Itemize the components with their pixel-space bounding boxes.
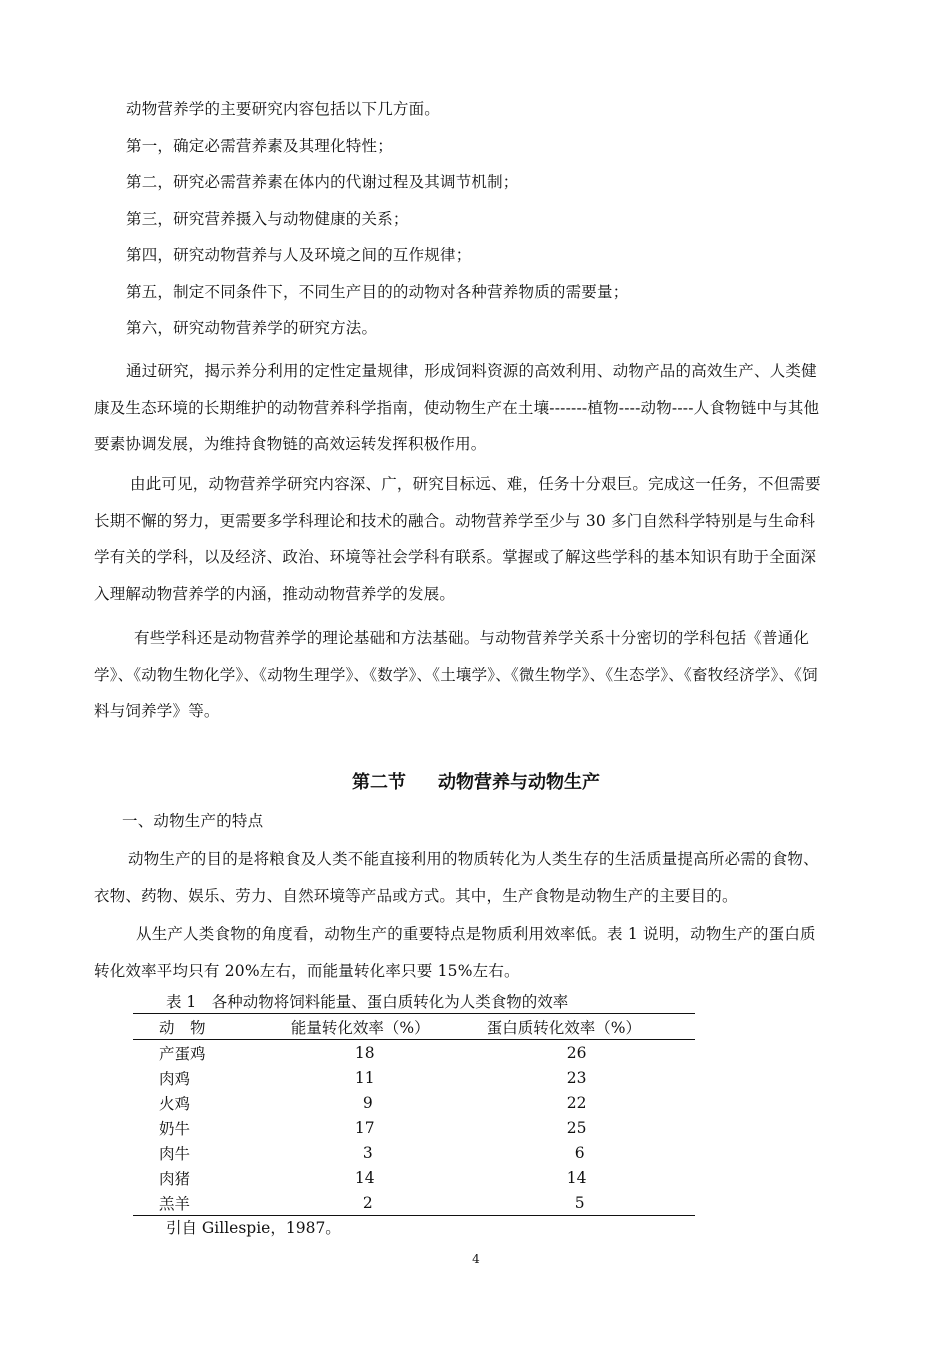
cell-protein: 6 (574, 1143, 585, 1162)
paragraph-line: 长期不懈的努力，更需要多学科理论和技术的融合。动物营养学至少与 30 多门自然科学特别是与生命科 (94, 511, 816, 530)
cell-energy: 18 (354, 1043, 375, 1062)
table-row (133, 1190, 695, 1216)
intro-item: 第三，研究营养摄入与动物健康的关系； (126, 209, 409, 228)
intro-block (94, 91, 862, 347)
header-energy: 能量转化效率（%） (291, 1014, 487, 1040)
cell-animal: 肉牛 (159, 1144, 191, 1163)
paragraph-basis (94, 620, 862, 730)
paragraph-purpose (94, 841, 862, 914)
cell-energy: 9 (362, 1093, 373, 1112)
section-title: 动物营养与动物生产 (438, 772, 600, 793)
subheading: 一、动物生产的特点 (122, 812, 264, 830)
subheading-block (94, 803, 862, 840)
cell-animal: 肉鸡 (159, 1069, 191, 1088)
cell-energy: 3 (362, 1143, 373, 1162)
table-row (133, 1065, 695, 1090)
table-caption: 表 1 各种动物将饲料能量、蛋白质转化为人类食物的效率 (166, 993, 569, 1011)
cell-animal: 肉猪 (159, 1169, 191, 1188)
paragraph-line: 有些学科还是动物营养学的理论基础和方法基础。与动物营养学关系十分密切的学科包括《普通化 (134, 629, 810, 647)
cell-animal: 奶牛 (159, 1119, 191, 1138)
page-number: 4 (472, 1252, 480, 1266)
intro-item: 第五，制定不同条件下，不同生产目的的动物对各种营养物质的需要量； (126, 282, 629, 301)
intro-item: 第二，研究必需营养素在体内的代谢过程及其调节机制； (126, 173, 519, 191)
table-row (133, 1090, 695, 1115)
table-source: 引自 Gillespie，1987。 (166, 1219, 341, 1237)
intro-item: 第四，研究动物营养与人及环境之间的互作规律； (126, 246, 472, 264)
conversion-table (133, 1013, 695, 1216)
intro-item: 第六，研究动物营养学的研究方法。 (126, 319, 378, 337)
cell-energy: 2 (291, 1190, 487, 1216)
intro-lead: 动物营养学的主要研究内容包括以下几方面。 (126, 100, 441, 118)
cell-energy: 14 (354, 1168, 375, 1187)
table-row (133, 1140, 695, 1165)
table-header-row (133, 1014, 695, 1040)
section-number: 第二节 (352, 772, 406, 793)
header-animal: 动 物 (133, 1014, 291, 1040)
table-row (133, 1115, 695, 1140)
paragraph-line: 动物生产的目的是将粮食及人类不能直接利用的物质转化为人类生存的生活质量提高所必需的食物、 (128, 850, 819, 868)
paragraph-efficiency (94, 916, 862, 989)
paragraph-line: 从生产人类食物的角度看，动物生产的重要特点是物质利用效率低。表 1 说明，动物生产的蛋白质 (136, 925, 816, 943)
cell-energy: 11 (354, 1068, 375, 1087)
paragraph-line: 学》、《动物生物化学》、《动物生理学》、《数学》、《土壤学》、《微生物学》、《生态学》、《畜牧经济学》、《饲 (94, 665, 818, 684)
paragraph-line: 入理解动物营养学的内涵，推动动物营养学的发展。 (94, 584, 456, 603)
cell-animal: 羔羊 (133, 1190, 291, 1216)
cell-protein: 25 (566, 1118, 587, 1137)
paragraph-line: 康及生态环境的长期维护的动物营养科学指南，使动物生产在土壤-------植物----动物----人食物链中与其他 (94, 398, 820, 417)
cell-protein: 14 (566, 1168, 587, 1187)
cell-protein: 26 (566, 1043, 587, 1062)
table-row (133, 1165, 695, 1190)
cell-animal: 产蛋鸡 (159, 1044, 206, 1063)
paragraph-research (94, 353, 862, 463)
paragraph-scope (94, 466, 862, 612)
intro-item: 第一，确定必需营养素及其理化特性； (126, 136, 393, 155)
paragraph-line: 料与饲养学》等。 (94, 702, 220, 720)
cell-energy: 17 (354, 1118, 375, 1137)
paragraph-line: 通过研究，揭示养分利用的定性定量规律，形成饲料资源的高效利用、动物产品的高效生产、人类健 (126, 362, 817, 380)
section-heading (0, 768, 952, 794)
paragraph-line: 衣物、药物、娱乐、劳力、自然环境等产品或方式。其中，生产食物是动物生产的主要目的。 (94, 886, 738, 905)
cell-protein: 22 (566, 1093, 587, 1112)
cell-protein: 5 (487, 1190, 695, 1216)
paragraph-line: 学有关的学科，以及经济、政治、环境等社会学科有联系。掌握或了解这些学科的基本知识有助于全面深 (94, 548, 817, 566)
paragraph-line: 转化效率平均只有 20%左右，而能量转化率只要 15%左右。 (94, 961, 520, 980)
cell-protein: 23 (566, 1068, 587, 1087)
table-row (133, 1040, 695, 1066)
paragraph-line: 要素协调发展，为维持食物链的高效运转发挥积极作用。 (94, 435, 487, 453)
paragraph-line: 由此可见，动物营养学研究内容深、广，研究目标远、难，任务十分艰巨。完成这一任务，不但需要 (130, 475, 821, 493)
cell-animal: 火鸡 (159, 1094, 191, 1113)
header-protein: 蛋白质转化效率（%） (487, 1014, 695, 1040)
